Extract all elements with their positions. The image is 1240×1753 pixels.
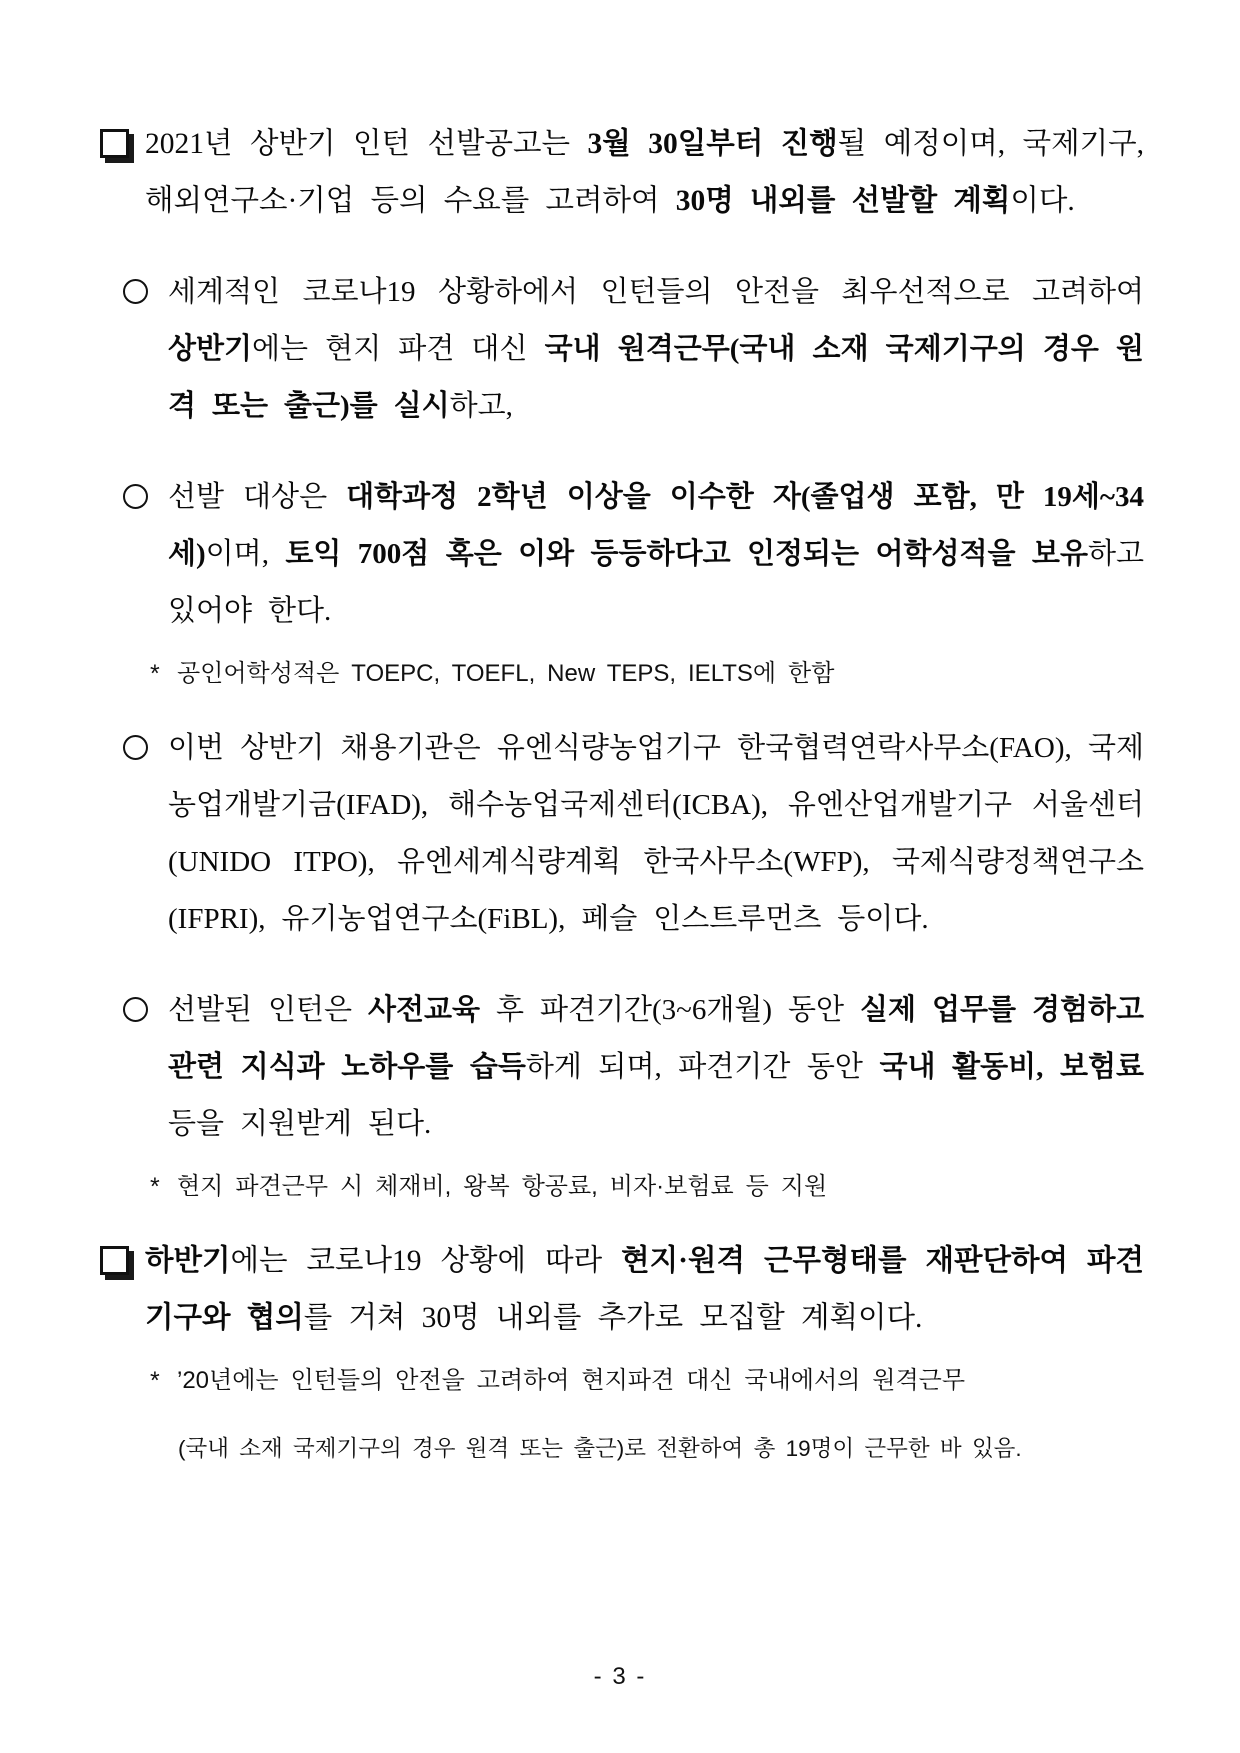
paragraph xyxy=(123,720,1144,948)
paragraph xyxy=(123,264,1144,435)
paragraph-text: (국내 소재 국제기구의 경우 원격 또는 출근)로 전환하여 총 19명이 근무한 바 있음. xyxy=(178,1436,1022,1461)
paragraph xyxy=(100,1233,1144,1347)
paragraph xyxy=(123,469,1144,640)
square-bullet-icon xyxy=(100,116,145,158)
paragraph-text: 세계적인 코로나19 상황하에서 인턴들의 안전을 최우선적으로 고려하여 상반기에는 현지 파견 대신 국내 원격근무(국내 소재 국제기구의 경우 원격 또는 출근)를 실시하고, xyxy=(168,276,1144,422)
document-content xyxy=(100,116,1144,1471)
circle-bullet-icon xyxy=(123,264,168,304)
paragraph-text: 선발된 인턴은 사전교육 후 파견기간(3~6개월) 동안 실제 업무를 경험하고 관련 지식과 노하우를 습득하게 되며, 파견기간 동안 국내 활동비, 보험료 등을 지원받게 된다. xyxy=(168,994,1145,1140)
asterisk-marker: * xyxy=(150,1173,160,1201)
paragraph xyxy=(123,982,1144,1153)
footnote xyxy=(178,1427,1144,1471)
square-bullet-icon xyxy=(100,1233,145,1275)
circle-bullet-icon xyxy=(123,469,168,509)
asterisk-marker: * xyxy=(150,660,160,688)
circle-bullet-icon xyxy=(123,982,168,1022)
footnote xyxy=(150,1165,1144,1209)
paragraph-text: 이번 상반기 채용기관은 유엔식량농업기구 한국협력연락사무소(FAO), 국제농업개발기금(IFAD), 해수농업국제센터(ICBA), 유엔산업개발기구 서울센터(UNIDO ITPO), 유엔세계식량계획 한국사무소(WFP), 국제식량정책연구소(IFPRI), 유기농업연구소(FiBL), 페슬 인스트루먼츠 등이다. xyxy=(168,732,1144,935)
footnote xyxy=(150,1359,1144,1403)
paragraph-text: 2021년 상반기 인턴 선발공고는 3월 30일부터 진행될 예정이며, 국제기구, 해외연구소·기업 등의 수요를 고려하여 30명 내외를 선발할 계획이다. xyxy=(145,128,1144,217)
paragraph-text: 공인어학성적은 TOEPC, TOEFL, New TEPS, IELTS에 한함 xyxy=(177,660,835,687)
paragraph xyxy=(100,116,1144,230)
asterisk-marker: * xyxy=(150,1367,160,1395)
footnote xyxy=(150,652,1144,696)
paragraph-text: 선발 대상은 대학과정 2학년 이상을 이수한 자(졸업생 포함, 만 19세~34세)이며, 토익 700점 혹은 이와 등등하다고 인정되는 어학성적을 보유하고 있어야 한다. xyxy=(168,481,1144,627)
circle-bullet-icon xyxy=(123,720,168,760)
paragraph-text: 하반기에는 코로나19 상황에 따라 현지·원격 근무형태를 재판단하여 파견기구와 협의를 거쳐 30명 내외를 추가로 모집할 계획이다. xyxy=(145,1245,1144,1334)
page-number: - 3 - xyxy=(593,1663,647,1690)
paragraph-text: 현지 파견근무 시 체재비, 왕복 항공료, 비자·보험료 등 지원 xyxy=(177,1173,828,1200)
paragraph-text: ’20년에는 인턴들의 안전을 고려하여 현지파견 대신 국내에서의 원격근무 xyxy=(177,1367,965,1394)
